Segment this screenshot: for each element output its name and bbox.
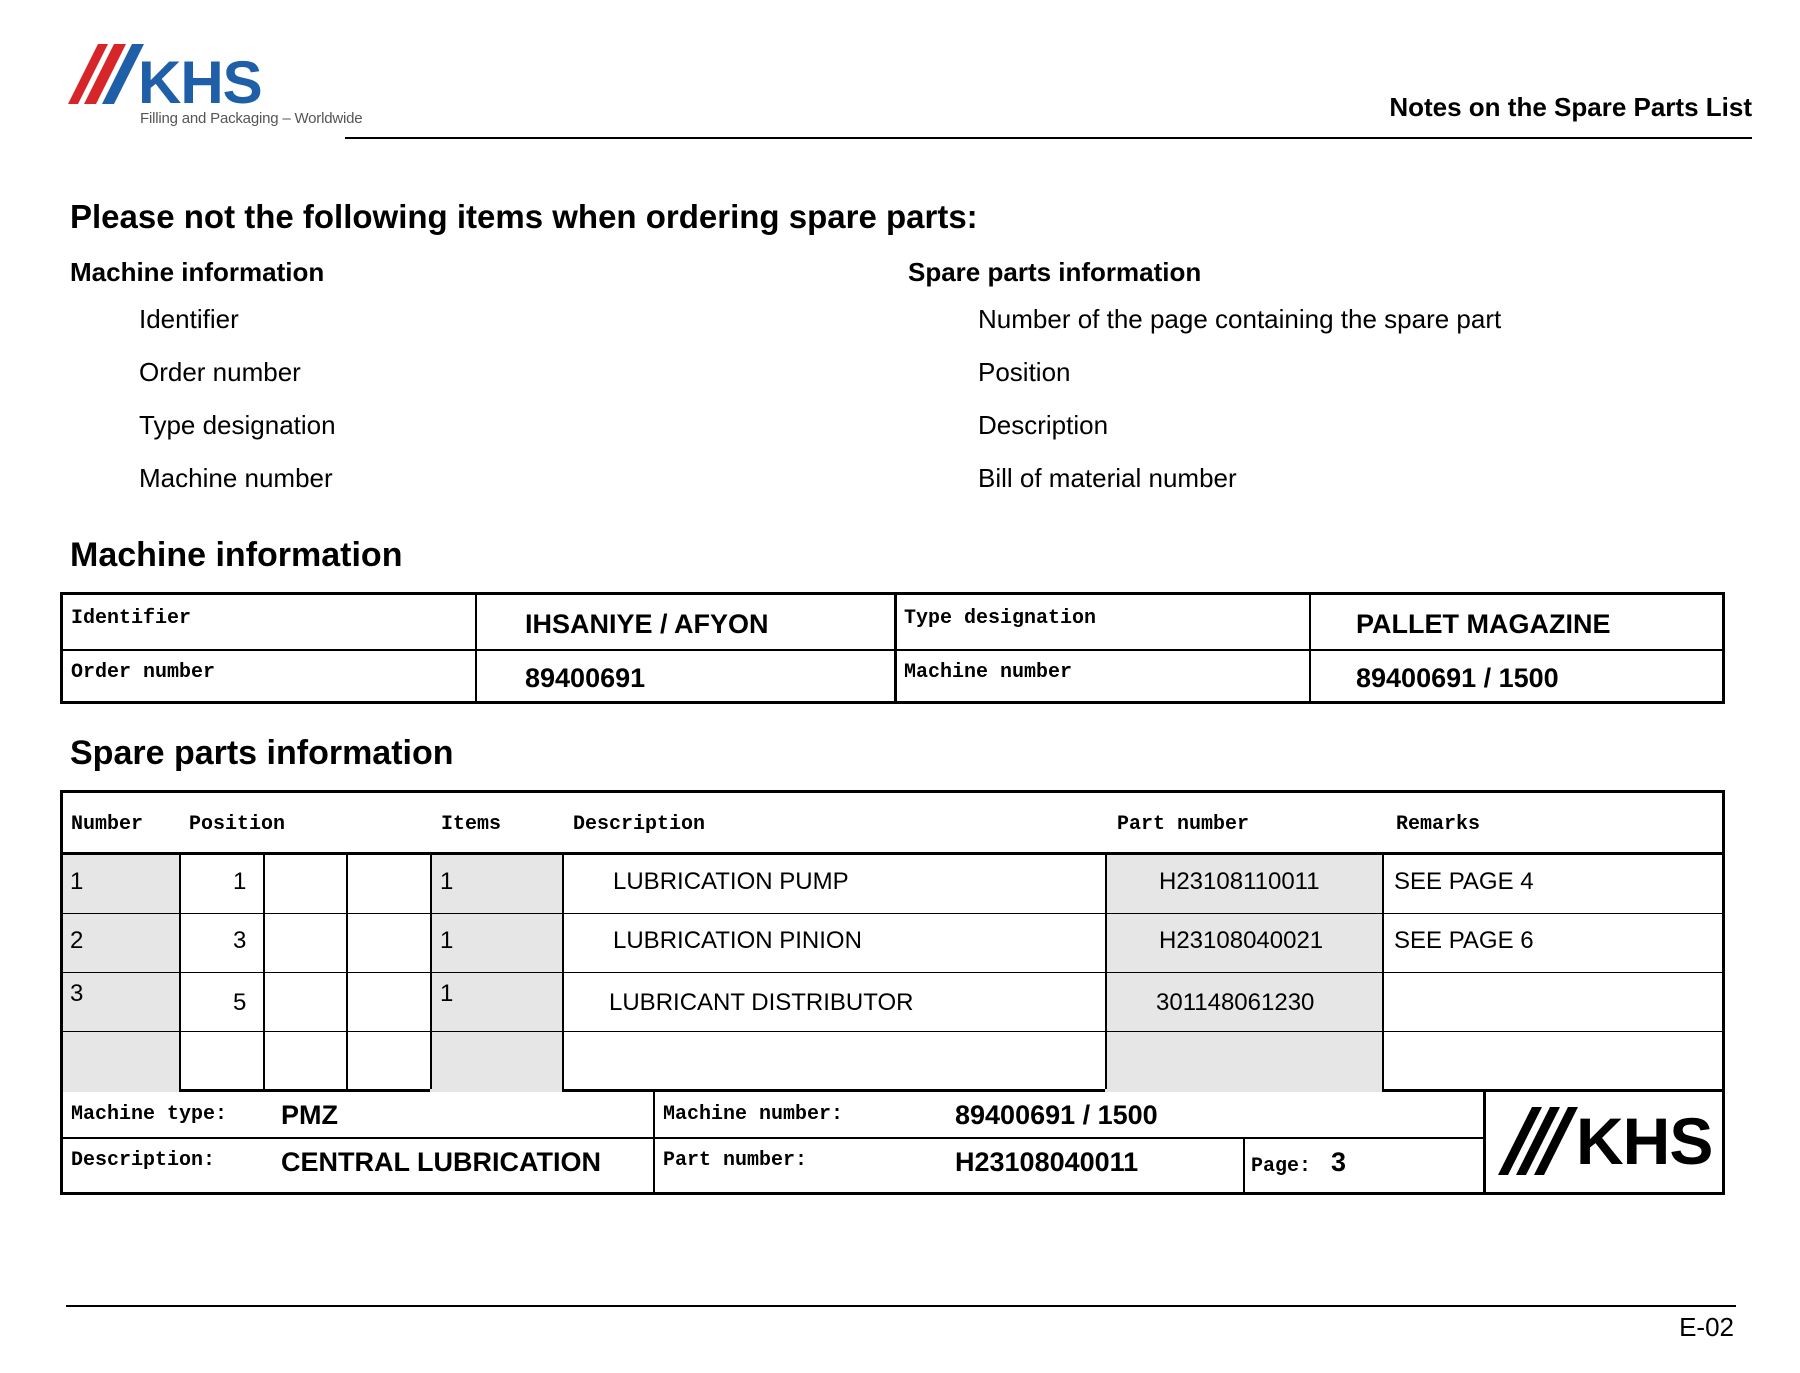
column-header-part-number: Part number <box>1117 813 1250 836</box>
khs-footer-logo <box>1498 1103 1713 1183</box>
row-position: 1 <box>233 868 247 895</box>
spare-parts-info-item: Position <box>978 357 1071 387</box>
ordering-instructions-heading: Please not the following items when ordering spare parts: <box>70 198 978 235</box>
row-items: 1 <box>440 927 454 954</box>
column-header-description: Description <box>573 813 706 836</box>
footer-divider <box>66 1305 1736 1307</box>
row-number: 2 <box>70 927 84 954</box>
machine-info-section-title: Machine information <box>70 536 403 574</box>
row-items: 1 <box>440 868 454 895</box>
machine-info-item: Machine number <box>139 463 333 493</box>
table-divider <box>63 649 1722 651</box>
spare-parts-list-title: Spare parts information <box>908 257 1202 287</box>
row-number: 1 <box>70 868 84 895</box>
table-divider <box>63 1137 1483 1139</box>
document-title: Notes on the Spare Parts List <box>1389 92 1752 122</box>
table-divider <box>562 855 564 1089</box>
row-description: LUBRICATION PUMP <box>613 868 849 895</box>
order-number-value: 89400691 <box>525 663 646 693</box>
part-number-label: Part number: <box>663 1149 808 1172</box>
page-value: 3 <box>1331 1147 1347 1177</box>
logo-tagline: Filling and Packaging – Worldwide <box>140 110 363 127</box>
row-position: 3 <box>233 927 247 954</box>
row-description: LUBRICATION PINION <box>613 927 862 954</box>
header-divider <box>345 137 1752 139</box>
table-divider <box>1243 1137 1245 1192</box>
logo-wordmark: KHS <box>138 49 262 116</box>
type-designation-value: PALLET MAGAZINE <box>1356 609 1611 639</box>
order-number-label: Order number <box>71 661 216 684</box>
table-divider <box>63 913 1722 914</box>
machine-info-table <box>60 592 1725 704</box>
column-header-position: Position <box>189 813 286 836</box>
description-label: Description: <box>71 1149 216 1172</box>
table-divider <box>63 1031 1722 1032</box>
title-block <box>60 1089 1725 1195</box>
machine-number-value: 89400691 / 1500 <box>1356 663 1559 693</box>
row-part-number: H23108110011 <box>1159 868 1320 895</box>
table-divider <box>1382 855 1384 1089</box>
description-value: CENTRAL LUBRICATION <box>281 1147 601 1177</box>
row-remarks: SEE PAGE 4 <box>1394 868 1534 895</box>
column-header-items: Items <box>441 813 502 836</box>
machine-type-value: PMZ <box>281 1100 338 1130</box>
identifier-value: IHSANIYE / AFYON <box>525 609 769 639</box>
table-divider <box>653 1089 655 1192</box>
machine-number-label: Machine number <box>904 661 1073 684</box>
row-items: 1 <box>440 980 454 1007</box>
footer-logo-wordmark: KHS <box>1576 1104 1713 1178</box>
table-divider <box>1483 1089 1486 1192</box>
page-label: Page: <box>1251 1155 1312 1178</box>
page-code: E-02 <box>1679 1312 1734 1342</box>
row-description: LUBRICANT DISTRIBUTOR <box>609 989 914 1016</box>
part-number-value: H23108040011 <box>955 1147 1139 1177</box>
table-divider <box>346 855 348 1089</box>
column-header-number: Number <box>71 813 144 836</box>
title-machine-number-value: 89400691 / 1500 <box>955 1100 1158 1130</box>
row-position: 5 <box>233 989 247 1016</box>
row-part-number: 301148061230 <box>1156 989 1315 1016</box>
column-header-remarks: Remarks <box>1396 813 1481 836</box>
table-divider <box>63 972 1722 973</box>
row-number: 3 <box>70 980 84 1007</box>
machine-type-label: Machine type: <box>71 1103 228 1126</box>
title-machine-number-label: Machine number: <box>663 1103 844 1126</box>
table-divider <box>894 595 897 701</box>
machine-info-item: Type designation <box>139 410 336 440</box>
table-divider <box>263 855 265 1089</box>
spare-parts-info-item: Description <box>978 410 1109 440</box>
identifier-label: Identifier <box>71 607 192 630</box>
row-part-number: H23108040021 <box>1159 927 1324 954</box>
table-divider <box>475 595 477 701</box>
table-divider <box>1105 855 1107 1089</box>
spare-parts-info-item: Number of the page containing the spare part <box>978 304 1502 334</box>
type-designation-label: Type designation <box>904 607 1097 630</box>
row-remarks: SEE PAGE 6 <box>1394 927 1534 954</box>
khs-footer-logo-mark <box>1498 1107 1578 1179</box>
machine-info-item: Order number <box>139 357 301 387</box>
table-divider <box>430 855 432 1089</box>
machine-info-list-title: Machine information <box>70 257 325 287</box>
table-divider <box>179 855 181 1089</box>
machine-info-item: Identifier <box>139 304 239 334</box>
table-divider <box>1309 595 1311 701</box>
table-divider <box>63 852 1722 855</box>
spare-parts-info-item: Bill of material number <box>978 463 1237 493</box>
spare-parts-section-title: Spare parts information <box>70 734 454 772</box>
spare-parts-table <box>60 790 1725 1092</box>
